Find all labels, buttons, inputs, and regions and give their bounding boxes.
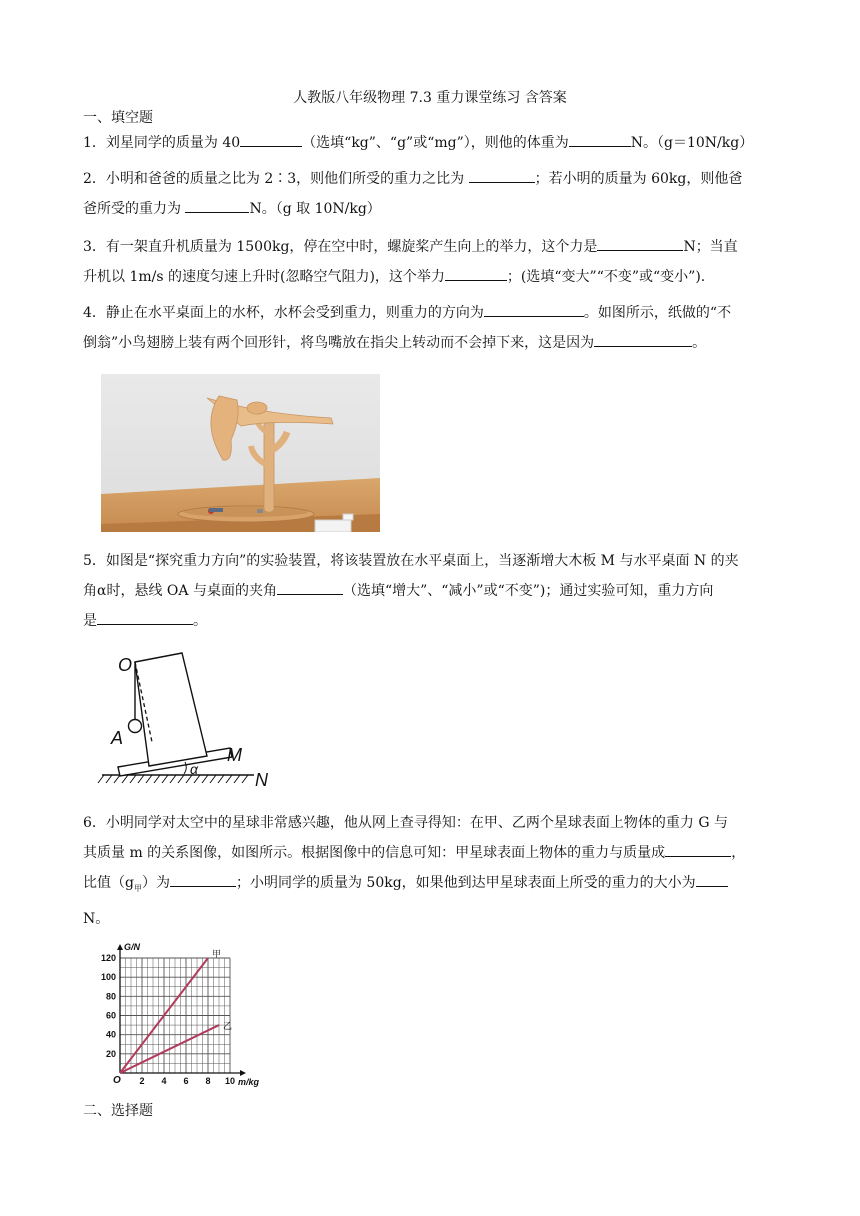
balancing-bird-photo bbox=[101, 374, 380, 532]
q4-text-b: 。如图所示，纸做的“不 bbox=[583, 305, 732, 321]
q6-text-a: 6．小明同学对太空中的星球非常感兴趣，他从网上查寻得知：在甲、乙两个星球表面上物体的重力 G 与 bbox=[83, 815, 728, 831]
q6-blank-1[interactable] bbox=[665, 842, 731, 857]
label-N: N bbox=[255, 770, 268, 790]
q5-blank-1[interactable] bbox=[277, 580, 343, 595]
x-axis-arrow bbox=[240, 1070, 246, 1076]
q1-text-c: N。（g＝10N/kg） bbox=[630, 135, 754, 151]
series-label-jia: 甲 bbox=[212, 949, 222, 959]
q6-text-g: N。 bbox=[83, 910, 110, 927]
q1-blank-2[interactable] bbox=[569, 132, 631, 147]
q2-blank-1[interactable] bbox=[469, 168, 535, 183]
q3-text-b: N；当直 bbox=[683, 239, 738, 255]
gravity-mass-chart-svg bbox=[88, 938, 268, 1090]
q5-text-a: 5．如图是“探究重力方向”的实验装置，将该装置放在水平桌面上，当逐渐增大木板 M 与水平桌面 N 的夹 bbox=[83, 553, 739, 569]
q5-text-e: 。 bbox=[193, 613, 207, 629]
x-axis-label: m/kg bbox=[238, 1077, 260, 1087]
series-label-yi: 乙 bbox=[223, 1021, 233, 1032]
y-axis-label: G/N bbox=[124, 942, 141, 952]
y-tick-label: 120 bbox=[100, 953, 116, 963]
q1-text-b: （选填“kg”、“g”或“mg”），则他的体重为 bbox=[302, 135, 569, 151]
y-tick-label: 20 bbox=[105, 1048, 116, 1059]
q2-text-c: 爸所受的重力为 bbox=[83, 201, 186, 217]
question-2 bbox=[83, 164, 783, 224]
question-6 bbox=[83, 808, 783, 934]
q5-text-d: 是 bbox=[83, 613, 97, 629]
q2-blank-2[interactable] bbox=[185, 198, 249, 213]
label-M: M bbox=[227, 745, 242, 765]
label-O: O bbox=[118, 655, 133, 675]
y-tick-label: 100 bbox=[100, 972, 116, 983]
q5-text-c: （选填“增大”、“减小”或“不变”)；通过实验可知，重力方向 bbox=[342, 583, 714, 599]
q3-blank-1[interactable] bbox=[597, 236, 683, 251]
q4-text-d: 。 bbox=[692, 335, 707, 351]
q1-text-a: 1．刘星同学的质量为 40 bbox=[83, 135, 241, 151]
section-fill-blank-heading: 一、填空题 bbox=[83, 110, 153, 126]
y-tick-label: 60 bbox=[105, 1010, 116, 1021]
question-1 bbox=[83, 128, 783, 158]
x-tick-label: 2 bbox=[139, 1076, 145, 1086]
gravity-mass-chart bbox=[88, 938, 268, 1090]
question-4 bbox=[83, 298, 783, 358]
x-tick-label: 10 bbox=[224, 1076, 236, 1086]
gravity-direction-diagram bbox=[96, 650, 286, 790]
x-tick-label: 8 bbox=[205, 1076, 211, 1086]
q5-blank-2[interactable] bbox=[97, 610, 193, 625]
q3-text-d: ；(选填“变大”“不变”或“变小”). bbox=[506, 269, 706, 285]
y-tick-label: 40 bbox=[105, 1029, 116, 1040]
x-tick-label: 6 bbox=[183, 1076, 189, 1086]
label-alpha: α bbox=[190, 761, 198, 777]
q3-blank-2[interactable] bbox=[445, 266, 507, 281]
q1-blank-1[interactable] bbox=[240, 132, 302, 147]
section-multiple-choice-heading: 二、选择题 bbox=[83, 1103, 153, 1119]
q6-text-b: 其质量 m 的关系图像，如图所示。根据图像中的信息可知：甲星球表面上物体的重力与质量成 bbox=[83, 845, 666, 861]
q6-text-d: 比值（g bbox=[83, 875, 134, 891]
q6-subscript: 甲 bbox=[133, 883, 142, 893]
q5-text-b: 角α时，悬线 OA 与桌面的夹角 bbox=[83, 583, 277, 599]
y-axis-arrow bbox=[117, 944, 123, 950]
q4-blank-1[interactable] bbox=[484, 302, 584, 317]
origin-label: O bbox=[113, 1075, 121, 1086]
q6-text-e: ）为 bbox=[141, 875, 170, 891]
q6-text-f: ；小明同学的质量为 50kg，如果他到达甲星球表面上所受的重力的大小为 bbox=[235, 875, 696, 891]
q3-text-c: 升机以 1m/s 的速度匀速上升时(忽略空气阻力)，这个举力 bbox=[83, 269, 445, 285]
q4-text-a: 4．静止在水平桌面上的水杯，水杯会受到重力，则重力的方向为 bbox=[83, 305, 484, 321]
q3-text-a: 3．有一架直升机质量为 1500kg，停在空中时，螺旋桨产生向上的举力，这个力是 bbox=[83, 239, 598, 255]
q4-blank-2[interactable] bbox=[594, 332, 692, 347]
question-5 bbox=[83, 546, 783, 636]
question-3 bbox=[83, 232, 783, 292]
q2-text-b: ；若小明的质量为 60kg，则他爸 bbox=[534, 171, 743, 187]
q6-blank-3[interactable] bbox=[696, 872, 728, 887]
x-tick-label: 4 bbox=[161, 1076, 167, 1086]
q4-text-c: 倒翁”小鸟翅膀上装有两个回形针，将鸟嘴放在指尖上转动而不会掉下来，这是因为 bbox=[83, 335, 595, 351]
q6-blank-2[interactable] bbox=[170, 872, 236, 887]
y-tick-label: 80 bbox=[105, 991, 116, 1002]
q2-text-d: N。（g 取 10N/kg） bbox=[249, 201, 381, 217]
q6-text-c: ， bbox=[731, 845, 746, 861]
label-A: A bbox=[111, 728, 124, 748]
page-title: 人教版八年级物理 7.3 重力课堂练习 含答案 bbox=[293, 90, 567, 106]
q2-text-a: 2．小明和爸爸的质量之比为 2∶3，则他们所受的重力之比为 bbox=[83, 171, 469, 187]
